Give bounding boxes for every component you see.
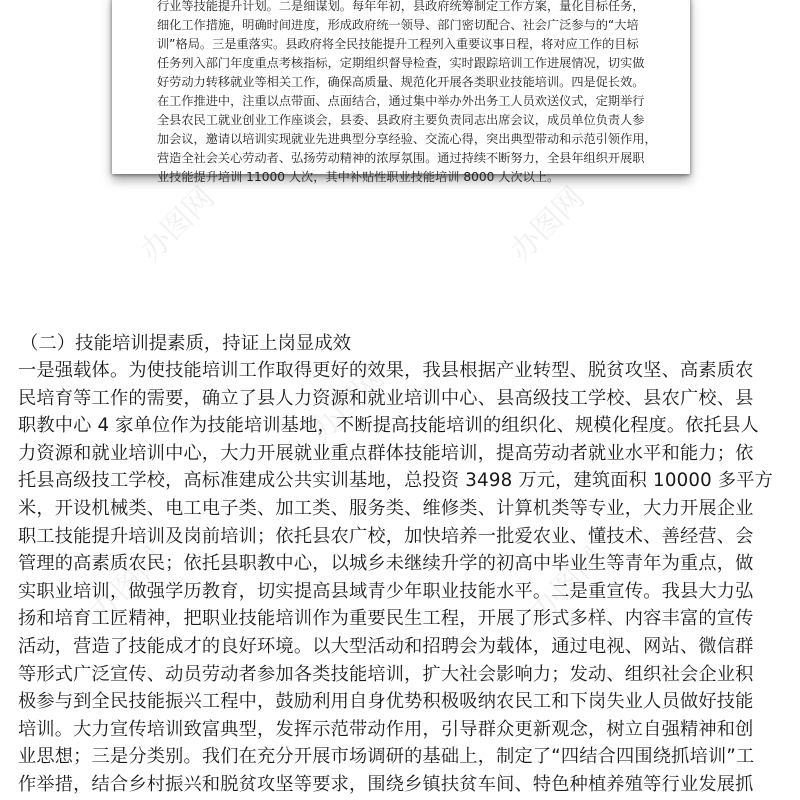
text-line: 民培育等工作的需要，确立了县人力资源和就业培训中心、县高级技工学校、县农广校、县 (18, 387, 754, 409)
text-line: 职教中心 4 家单位作为技能培训基地，不断提高技能培训的组织化、规模化程度。依托县人 (18, 415, 759, 437)
text-line: 培训。大力宣传培训致富典型，发挥示范带动作用，引导群众更新观念，树立自强精神和创 (18, 718, 754, 740)
watermark: 办图网 (503, 180, 592, 269)
text-line: 在工作推进中，注重以点带面、点面结合，通过集中举办外出务工人员欢送仪式，定期举行 (157, 94, 645, 108)
text-line: 行业等技能提升计划。二是细谋划。每年年初，县政府统筹制定工作方案，量化目标任务， (157, 0, 645, 13)
text-line: 极参与到全民技能振兴工程中，鼓励利用自身优势积极吸纳农民工和下岗失业人员做好技能 (18, 691, 754, 713)
text-line: 训”格局。三是重落实。县政府将全民技能提升工程列入重要议事日程，将对应工作的目标 (157, 37, 639, 51)
text-line: 力资源和就业培训中心，大力开展就业重点群体技能培训，提高劳动者就业水平和能力；依 (18, 442, 754, 464)
text-line: 实职业培训，做强学历教育，切实提高县域青少年职业技能水平。二是重宣传。我县大力弘 (18, 580, 754, 602)
text-line: 托县高级技工学校，高标准建成公共实训基地，总投资 3498 万元，建筑面积 10000 多平方 (18, 470, 774, 492)
text-line: 作举措，结合乡村振兴和脱贫攻坚等要求，围绕乡镇扶贫车间、特色种植养殖等行业发展抓 (18, 773, 754, 795)
text-line: 活动，营造了技能成才的良好环境。以大型活动和招聘会为载体，通过电视、网站、微信群 (18, 635, 754, 657)
text-line: 细化工作措施，明确时间进度，形成政府统一领导、部门密切配合、社会广泛参与的“大培 (157, 18, 639, 32)
text-line: 好劳动力转移就业等相关工作，确保高质量、规范化开展各类职业技能培训。四是促长效。 (157, 75, 645, 89)
text-line: 业技能提升培训 11000 人次，其中补贴性职业技能培训 8000 人次以上。 (157, 170, 560, 184)
text-line: 等形式广泛宣传、动员劳动者参加各类技能培训，扩大社会影响力；发动、组织社会企业积 (18, 663, 754, 685)
section-heading: （二）技能培训提素质，持证上岗显成效 (20, 333, 352, 354)
text-line: 米，开设机械类、电工电子类、加工类、服务类、维修类、计算机类等专业，大力开展企业 (18, 497, 754, 519)
text-line: 扬和培育工匠精神，把职业技能培训作为重要民生工程，开展了形式多样、内容丰富的宣传 (18, 608, 754, 630)
text-line: 管理的高素质农民；依托县职教中心，以城乡未继续升学的初高中毕业生等青年为重点，做 (18, 553, 754, 575)
card-text (157, 0, 682, 187)
watermark: 办图网 (133, 180, 222, 269)
section-body (18, 357, 788, 799)
text-line: 营造全社会关心劳动者、弘扬劳动精神的浓厚氛围。通过持续不断努力，全县年组织开展职 (157, 151, 645, 165)
watermark: 办图网 (83, 540, 172, 629)
text-line: 全县农民工就业创业工作座谈会，县委、县政府主要负责同志出席会议，成员单位负责人参 (157, 113, 645, 127)
text-line: 职工技能提升培训及岗前培训；依托县农广校，加快培养一批爱农业、懂技术、善经营、会 (18, 525, 754, 547)
document-page-card (112, 0, 690, 184)
text-line: 一是强载体。为使技能培训工作取得更好的效果，我县根据产业转型、脱贫攻坚、高素质农 (18, 360, 754, 381)
watermark: 办图网 (523, 540, 612, 629)
text-line: 任务列入部门年度重点考核指标，定期组织督导检查，实时跟踪培训工作进展情况，切实做 (157, 56, 645, 70)
text-line: 业思想；三是分类别。我们在充分开展市场调研的基础上，制定了“四结合四围绕抓培训”工 (18, 746, 755, 768)
watermark: 办图网 (303, 360, 392, 449)
text-line: 加会议，邀请以培训实现就业先进典型分享经验、交流心得，突出典型带动和示范引领作用， (157, 132, 657, 146)
